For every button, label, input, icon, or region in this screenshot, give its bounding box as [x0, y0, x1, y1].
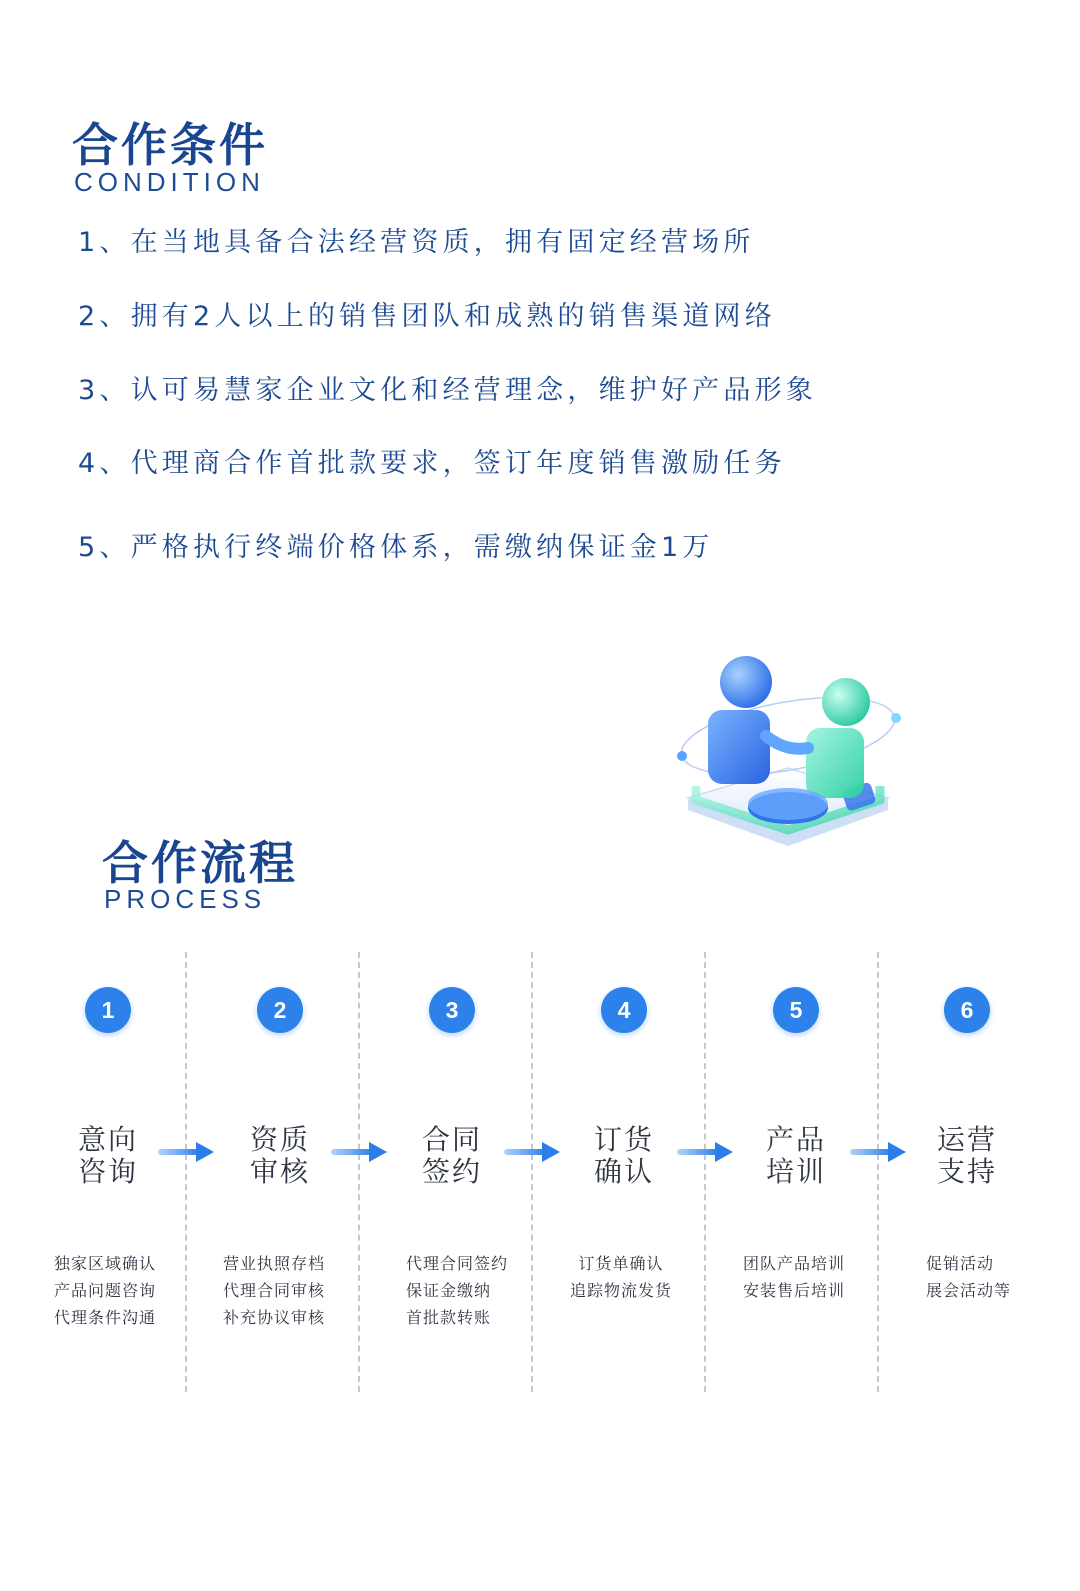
step-desc-line: 安装售后培训: [742, 1281, 845, 1300]
condition-item-1: 1、在当地具备合法经营资质，拥有固定经营场所: [78, 227, 755, 258]
step-desc-line: 订货单确认: [578, 1254, 664, 1273]
step-desc-line: 营业执照存档: [222, 1254, 325, 1273]
step-title-line: 运营: [936, 1123, 997, 1156]
process-subtitle: PROCESS: [104, 884, 267, 914]
step-description: [719, 1250, 869, 1304]
step-title-line: 确认: [593, 1155, 654, 1188]
arrow-right-icon: [677, 1140, 735, 1164]
step-title: [220, 1124, 340, 1188]
condition-subtitle: CONDITION: [74, 167, 265, 197]
step-description: [908, 1250, 1056, 1304]
step-title-line: 产品: [765, 1123, 826, 1156]
step-number-badge: 6: [944, 987, 990, 1033]
step-number-badge: 3: [429, 987, 475, 1033]
step-number-badge: 5: [773, 987, 819, 1033]
step-title-line: 订货: [593, 1123, 654, 1156]
step-title-line: 意向: [77, 1123, 138, 1156]
step-desc-line: 保证金缴纳: [406, 1281, 492, 1300]
step-number-badge: 2: [257, 987, 303, 1033]
step-title-line: 培训: [765, 1155, 826, 1188]
step-description: [546, 1250, 696, 1304]
step-title: [907, 1124, 1027, 1188]
step-title-line: 支持: [936, 1155, 997, 1188]
step-number-badge: 1: [85, 987, 131, 1033]
step-desc-line: 团队产品培训: [742, 1254, 845, 1273]
column-divider: [877, 952, 879, 1392]
column-divider: [358, 952, 360, 1392]
step-description: [30, 1250, 180, 1331]
step-desc-line: 补充协议审核: [222, 1308, 325, 1327]
step-desc-line: 促销活动: [926, 1254, 995, 1273]
condition-item-5: 5、严格执行终端价格体系，需缴纳保证金1万: [78, 532, 714, 563]
handshake-figures-icon: [668, 648, 908, 888]
step-desc-line: 代理合同签约: [406, 1254, 509, 1273]
step-title-line: 签约: [421, 1155, 482, 1188]
step-desc-line: 独家区域确认: [53, 1254, 156, 1273]
arrow-right-icon: [158, 1140, 216, 1164]
step-title: [392, 1124, 512, 1188]
step-title-line: 审核: [249, 1155, 310, 1188]
step-description: [199, 1250, 349, 1331]
step-title-line: 咨询: [77, 1155, 138, 1188]
arrow-right-icon: [331, 1140, 389, 1164]
condition-item-2: 2、拥有2人以上的销售团队和成熟的销售渠道网络: [78, 301, 776, 332]
step-desc-line: 代理条件沟通: [53, 1308, 156, 1327]
arrow-right-icon: [504, 1140, 562, 1164]
step-desc-line: 追踪物流发货: [569, 1281, 672, 1300]
column-divider: [185, 952, 187, 1392]
step-number-badge: 4: [601, 987, 647, 1033]
step-description: [376, 1250, 546, 1331]
step-desc-line: 展会活动等: [926, 1281, 1012, 1300]
condition-item-4: 4、代理商合作首批款要求，签订年度销售激励任务: [78, 448, 786, 479]
process-title: 合作流程: [102, 836, 298, 890]
step-title: [564, 1124, 684, 1188]
step-desc-line: 首批款转账: [406, 1308, 492, 1327]
step-title-line: 合同: [421, 1123, 482, 1156]
step-desc-line: 代理合同审核: [222, 1281, 325, 1300]
arrow-right-icon: [850, 1140, 908, 1164]
column-divider: [704, 952, 706, 1392]
step-title-line: 资质: [249, 1123, 310, 1156]
condition-title: 合作条件: [72, 118, 268, 172]
step-title: [736, 1124, 856, 1188]
step-title: [48, 1124, 168, 1188]
step-desc-line: 产品问题咨询: [53, 1281, 156, 1300]
condition-item-3: 3、认可易慧家企业文化和经营理念，维护好产品形象: [78, 375, 817, 406]
